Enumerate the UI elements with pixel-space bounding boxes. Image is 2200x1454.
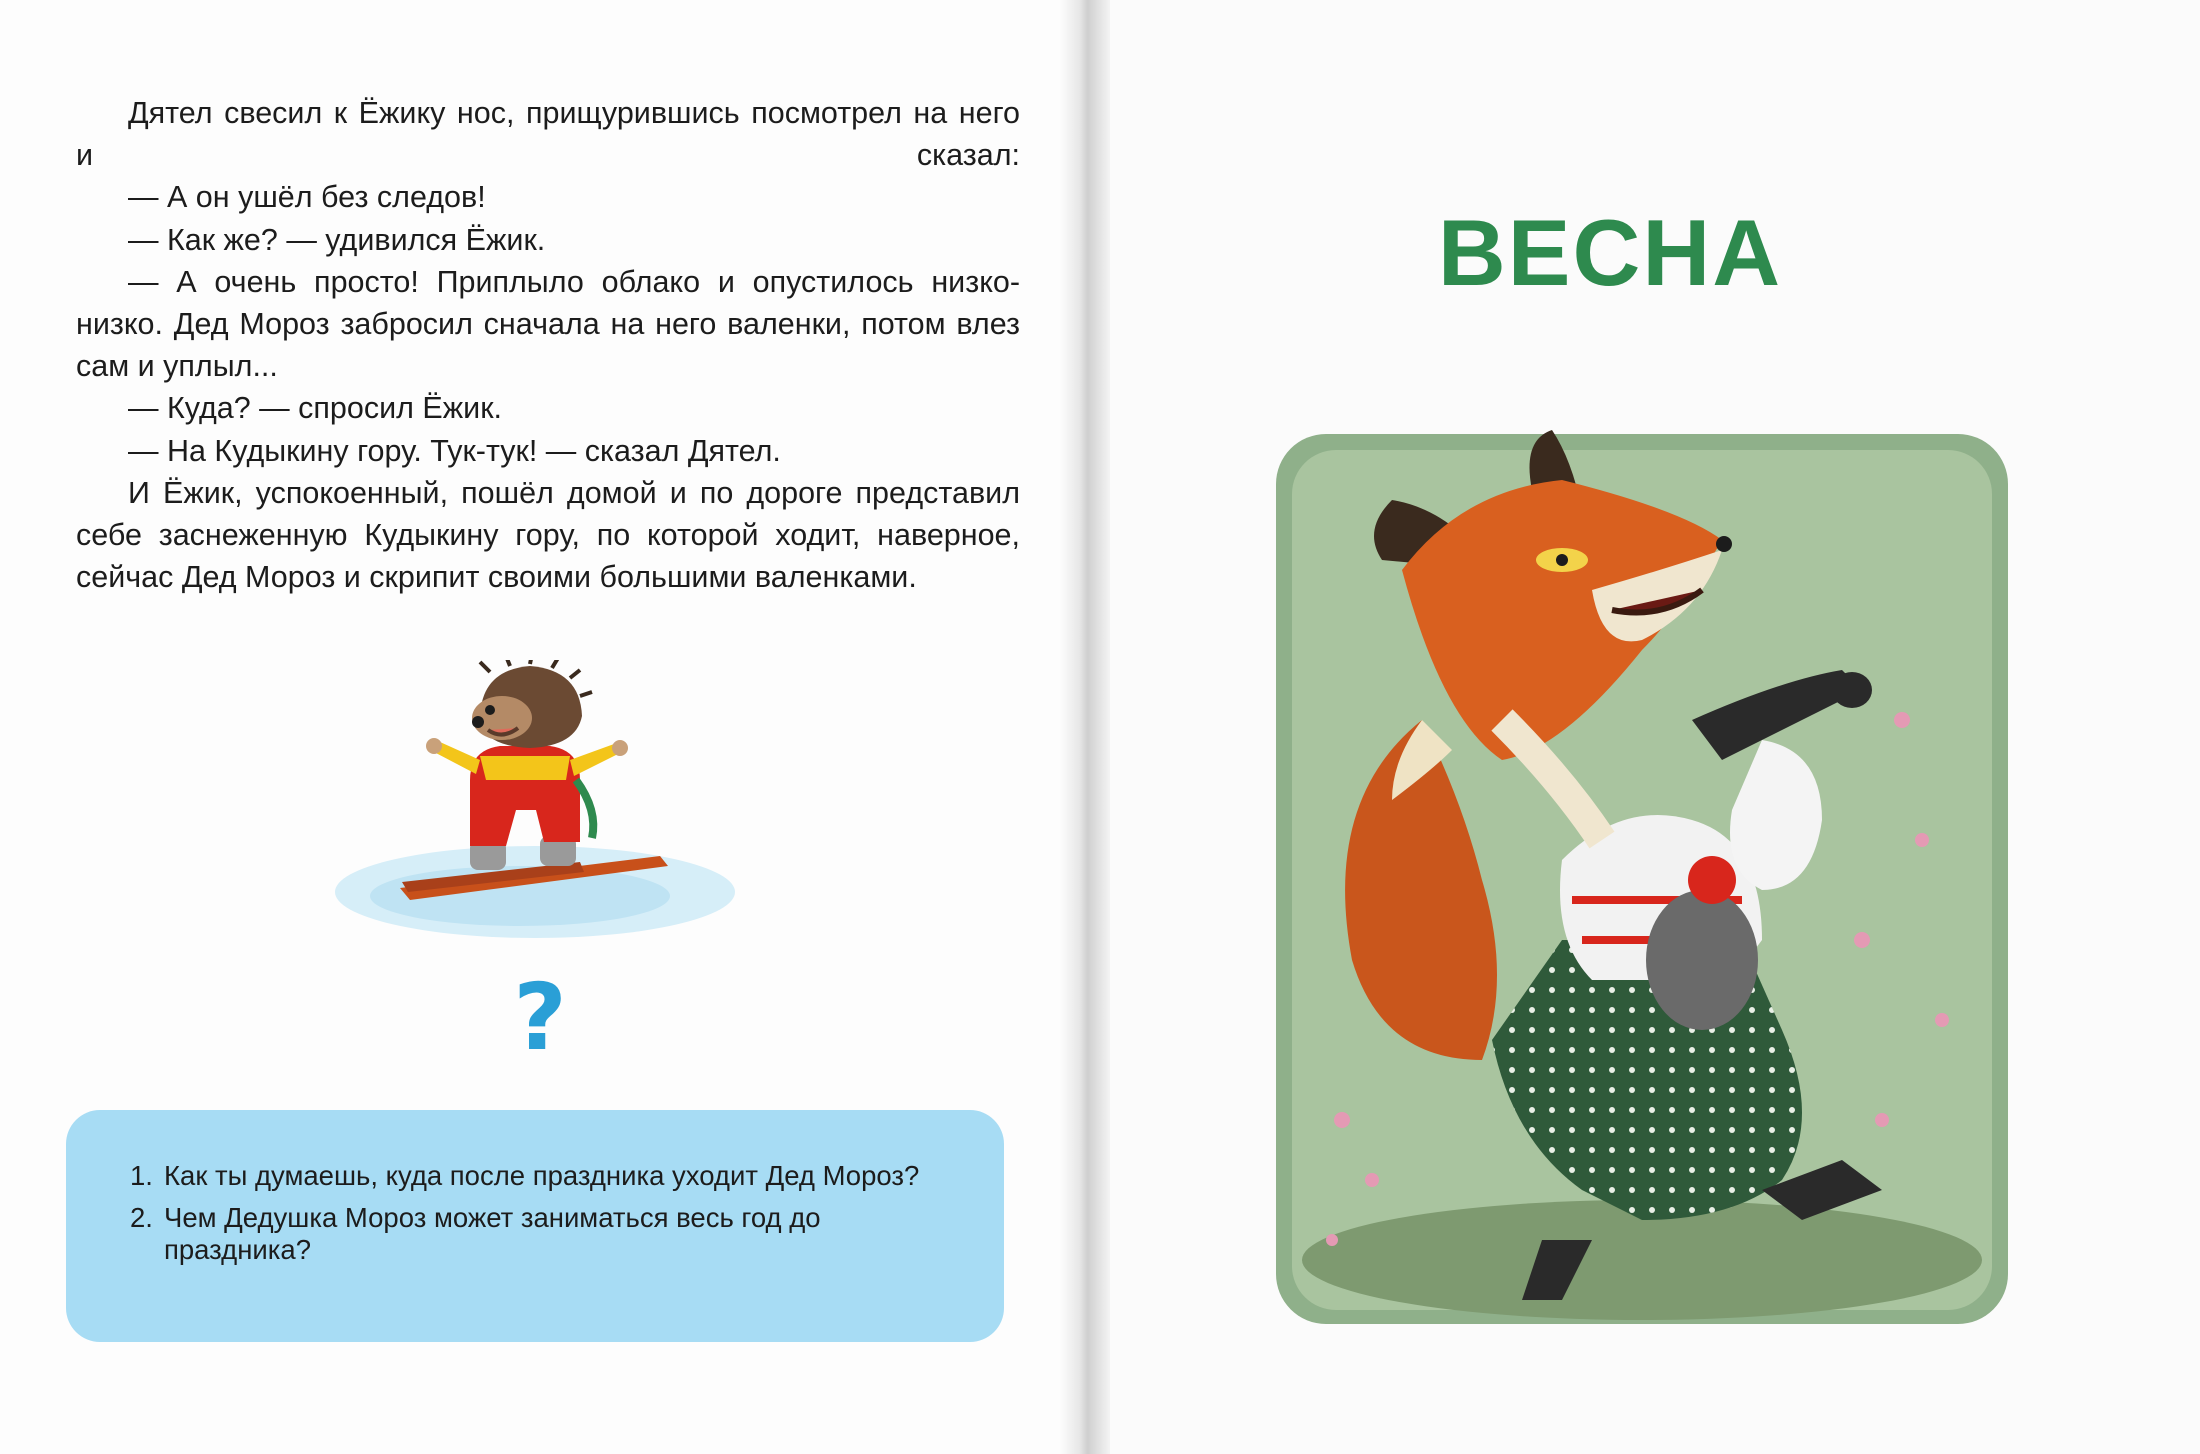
story-paragraph: И Ёжик, успокоенный, пошёл домой и по дороге представил себе заснеженную Кудыкину гору, по которой ходит, наверное, сейчас Дед Мороз и скрипит своими большими валенками. bbox=[76, 475, 1020, 595]
question-text: Как ты думаешь, куда после праздника уходит Дед Мороз? bbox=[164, 1160, 920, 1191]
chapter-title: ВЕСНА bbox=[1437, 200, 1783, 305]
question-item bbox=[130, 1160, 944, 1192]
story-paragraph: — На Кудыкину гору. Тук-тук! — сказал Дятел. bbox=[128, 433, 781, 468]
question-number: 2. bbox=[130, 1202, 153, 1233]
questions-box bbox=[66, 1110, 1004, 1342]
story-paragraph: — Куда? — спросил Ёжик. bbox=[128, 391, 503, 426]
question-number: 1. bbox=[130, 1160, 153, 1191]
story-paragraph: — А он ушёл без следов! bbox=[128, 180, 486, 215]
fox-illustration bbox=[1262, 420, 2022, 1340]
story-paragraph: — А очень просто! Приплыло облако и опустилось низко-низко. Дед Мороз забросил сначала на него валенки, потом влез сам и уплыл... bbox=[76, 264, 1020, 384]
hedgehog-illustration bbox=[330, 660, 740, 950]
question-item bbox=[130, 1202, 944, 1266]
question-mark: ? bbox=[513, 964, 567, 1071]
story-text bbox=[76, 92, 1020, 598]
story-paragraph: Дятел свесил к Ёжику нос, прищурившись посмотрел на него и сказал: bbox=[76, 96, 1020, 173]
book-gutter bbox=[1060, 0, 1110, 1454]
story-paragraph: — Как же? — удивился Ёжик. bbox=[128, 222, 546, 257]
questions-list bbox=[130, 1160, 944, 1276]
question-text: Чем Дедушка Мороз может заниматься весь год до праздника? bbox=[164, 1202, 821, 1265]
